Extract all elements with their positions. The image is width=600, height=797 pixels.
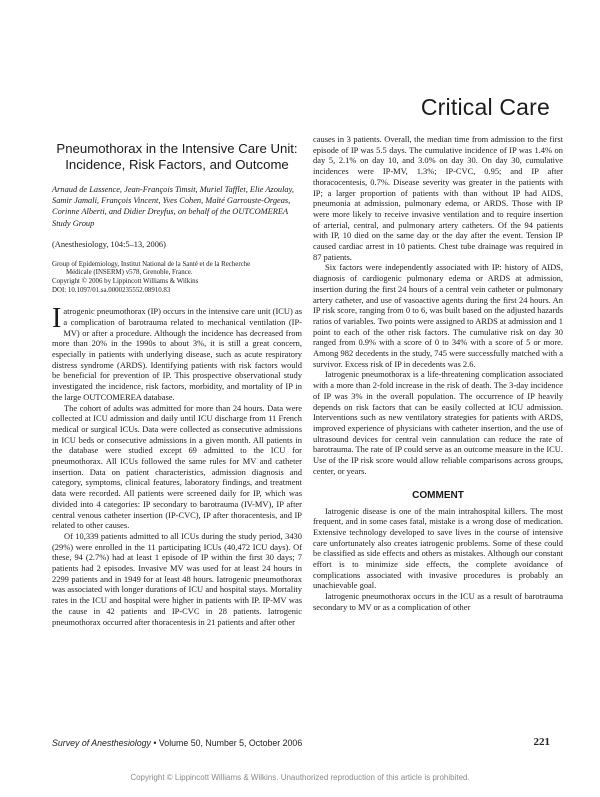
body-paragraph: causes in 3 patients. Overall, the median time from admission to the first episode of IP was 5.5 days. The cumulative incidence of IP was 1.4% on day 5, 2.1% on day 10, and 3.0% on day 30. On day 30, cumulative incidences were IP-MV, 1.3%; IP-CVC, 0.95; and IP after thoracocentesis, 0.7%. Disease severity was greater in the patients with IP; a larger proportion of patients with than without IP had AIDS, pneumonia at admission, pulmonary edema, or ARDS. Those with IP were more likely to receive invasive ventilation and to require insertion of arterial, central, and pulmonary artery catheters. Of the 94 patients with IP, 10 died on the same day or the day after the event. Tension IP caused cardiac arrest in 10 patients. Chest tube drainage was required in 87 patients.	[313, 134, 563, 262]
left-column	[52, 134, 302, 627]
body-paragraph: Iatrogenic disease is one of the main intrahospital killers. The most frequent, and in some cases fatal, mistake is a wrong dose of medication. Extensive technology developed to save lives in the course of intensive care unfortunately also creates iatrogenic problems. Some of these could be classified as side effects and others as mistakes. Although our constant effort is to minimize side effects, the complete avoidance of complications associated with invasive procedures is probably an unachievable goal.	[313, 505, 563, 591]
citation: (Anesthesiology, 104:5–13, 2006)	[52, 239, 166, 249]
doi-line: DOI: 10.1097/01.sa.0000235552.08910.83	[52, 286, 171, 294]
comment-heading: COMMENT	[412, 489, 464, 501]
affiliation-line: Médicale (INSERM) v578, Grenoble, France.	[66, 269, 193, 277]
journal-name: Survey of Anesthesiology	[52, 738, 151, 748]
affiliation-line: Group of Epidemiology, Institut National de la Santé et de la Recherche	[52, 260, 251, 268]
issue-info: • Volume 50, Number 5, October 2006	[153, 738, 303, 748]
body-paragraph: The cohort of adults was admitted for more than 24 hours. Data were collected at ICU admission and daily until ICU discharge from 11 French medical or surgical ICUs. Data were collected as consecutive admissions in ICU beds or consecutive admissions in a given month. All patients in the database were studied except 69 admitted to the ICU for pneumothorax. All ICUs followed the same rules for MV and catheter insertion. Data on patient characteristics, admission diagnosis and category, symptoms, clinical features, laboratory findings, and treatment data were recorded. All patients were screened daily for IP, which was divided into 4 categories: IP secondary to barotrauma (IV-MV), IP after central venous catheter insertion (IP-CVC), IP after thoracentesis, and IP related to other causes.	[52, 402, 302, 531]
section-title: Critical Care	[420, 94, 550, 120]
article-title: Pneumothorax in the Intensive Care Unit: Incidence, Risk Factors, and Outcome	[56, 141, 298, 172]
drop-cap: I	[52, 303, 62, 335]
affiliation-block	[52, 261, 302, 295]
right-column	[313, 134, 563, 613]
page-footer	[52, 738, 550, 748]
paragraph-text: atrogenic pneumothorax (IP) occurs in the intensive care unit (ICU) as a complication of barotrauma related to mechanical ventilation (IP-MV) or after a procedure. Although the incidence has decreased from more than 20% in the 1990s to about 3%, it is still a great concern, especially in patients with underlying disease, such as acute respiratory distress syndrome (ARDS). Identifying patients with risk factors would be beneficial for prevention of IP. This prospective observational study investigated the incidence, risk factors, morbidity, and mortality of IP in the large OUTCOMEREA database.	[52, 306, 302, 402]
body-paragraph: Iatrogenic pneumothorax is a life-threatening complication associated with a more than 2-fold increase in the risk of death. The 3-day incidence of IP was 3% in the overall population. The occurrence of IP heavily depends on risk factors that can be easily collected at ICU admission. Interventions such as new ventilatory strategies for patients with ARDS, improved experience of physicians with catheter insertion, and the use of ultrasound devices for central vein cannulation can reduce the rate of barotrauma. The rate of IP could serve as an outcome measure in the ICU. Use of the IP risk score would allow reliable comparisons across groups, center, or years.	[313, 369, 563, 476]
body-paragraph: Six factors were independently associated with IP: history of AIDS, diagnosis of cardiogenic pulmonary edema or ARDS at admission, insertion during the first 24 hours of a central vein catheter or pulmonary artery catheter, and use of vasoactive agents during the first 24 hours. An IP risk score, ranging from 0 to 6, was built based on the adjusted hazards ratios of variables. Two points were assigned to ARDS at admission and 1 point to each of the other risk factors. The cumulative risk on day 30 ranged from 0.9% with a score of 0 to 34% with a score of 5 or more. Among 982 decedents in the study, 745 were successfully matched with a survivor. Excess risk of IP in decedents was 2.6.	[313, 262, 563, 369]
body-paragraph: Iatrogenic pneumothorax occurs in the ICU as a result of barotrauma secondary to MV or as a complication of other	[313, 591, 563, 612]
author-list: Arnaud de Lassence, Jean-François Timsit, Muriel Tafflet, Elie Azoulay, Samir Jamali, François Vincent, Yves Cohen, Maïté Garrouste-Orgeas, Corinne Alberti, and Didier Dreyfus, on behalf of the OUTCOMEREA Study Group	[52, 185, 294, 228]
body-paragraph	[52, 303, 302, 402]
body-paragraph: Of 10,339 patients admitted to all ICUs during the study period, 3430 (29%) were enrolled in the 11 participating ICUs (40,472 ICU days). Of these, 94 (2.7%) had at least 1 episode of IP within the first 30 days; 7 patients had 2 episodes. Invasive MV was used for at least 24 hours in 2299 patients and in 1949 for at least 48 hours. Iatrogenic pneumothorax was associated with longer durations of ICU and hospital stays. Mortality rates in the ICU and hospital were higher in patients with IP. IP-MV was the cause in 42 patients and IP-CVC in 28 patients. Iatrogenic pneumothorax occurred after thoracentesis in 21 patients and after other	[52, 530, 302, 627]
page-number: 221	[533, 736, 550, 748]
copyright-line: Copyright © 2006 by Lippincott Williams & Wilkins	[52, 278, 199, 285]
copyright-notice: Copyright © Lippincott Williams & Wilkins. Unauthorized reproduction of this article is prohibited.	[130, 773, 470, 782]
